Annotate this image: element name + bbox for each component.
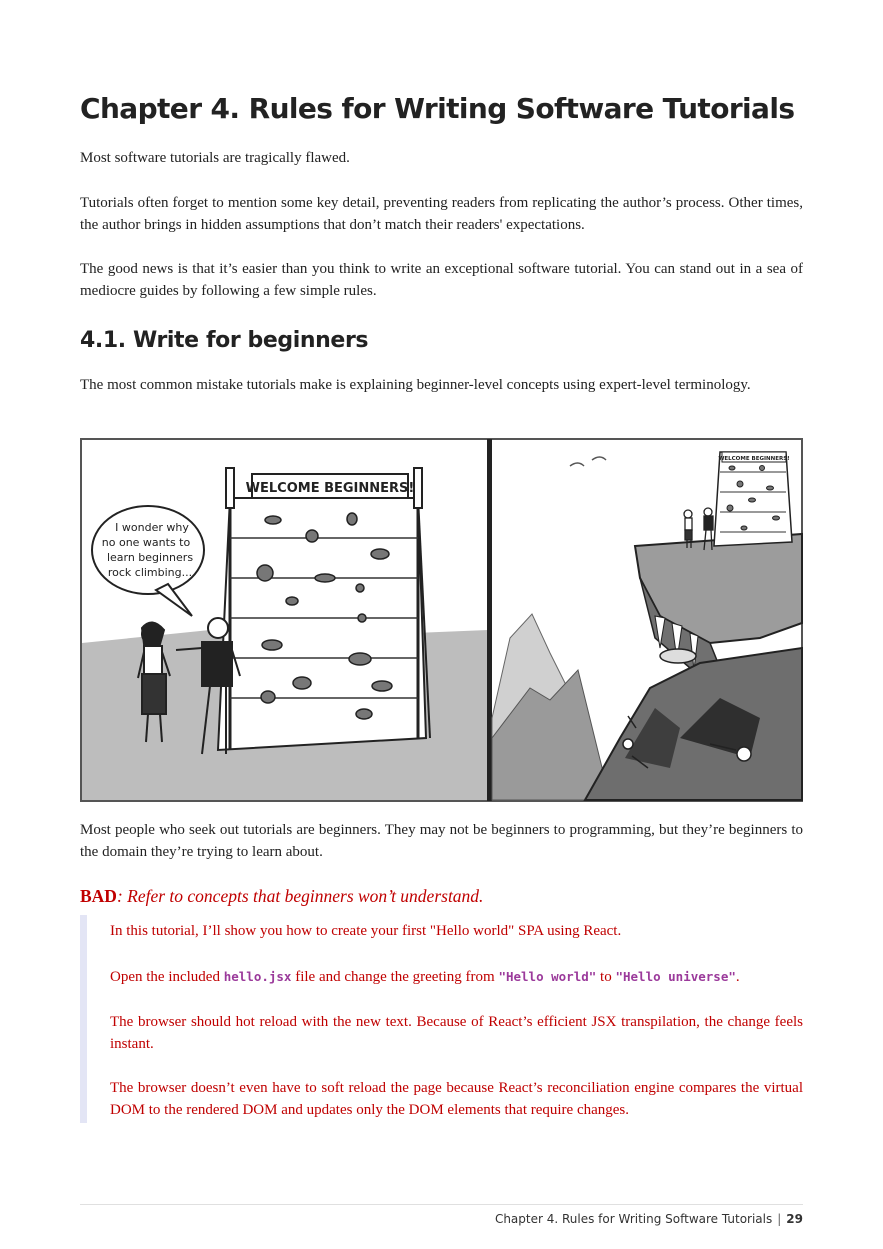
section-title: 4.1. Write for beginners: [80, 328, 369, 353]
comic-sign-text: WELCOME BEGINNERS!: [245, 481, 415, 496]
quote-paragraph-1: In this tutorial, I’ll show you how to create your first "Hello world" SPA using React.: [110, 923, 622, 939]
quote-text: to: [596, 969, 616, 985]
bad-label: BAD: [80, 886, 117, 906]
quote-paragraph-3: The browser should hot reload with the new text. Because of React’s efficient JSX transpilation, the change feels instant.: [110, 1014, 803, 1052]
speech-line-1: I wonder why: [115, 521, 189, 534]
section-intro: The most common mistake tutorials make is explaining beginner-level concepts using expert-level terminology.: [80, 377, 751, 393]
intro-paragraph-1: Most software tutorials are tragically flawed.: [80, 150, 350, 166]
comic-small-sign-text: WELCOME BEGINNERS!: [718, 456, 790, 462]
bad-heading-text: : Refer to concepts that beginners won’t understand.: [116, 886, 484, 906]
page-footer: [495, 1212, 803, 1226]
quote-text: .: [735, 969, 740, 985]
footer-chapter: Chapter 4. Rules for Writing Software Tutorials: [494, 1212, 773, 1226]
bad-example-heading: [80, 886, 483, 907]
quote-text: file and change the greeting from: [291, 969, 499, 985]
after-comic-paragraph: Most people who seek out tutorials are beginners. They may not be beginners to programming, but they’re beginners to the domain they’re trying to learn about.: [80, 822, 803, 860]
page-number: 29: [786, 1212, 803, 1226]
comic-illustration: [80, 438, 803, 802]
speech-line-2: no one wants to: [101, 536, 191, 549]
mountain-lion: [660, 649, 696, 663]
intro-paragraph-2: Tutorials often forget to mention some key detail, preventing readers from replicating the author’s process. Other times, the author brings in hidden assumptions that don’t match their readers' expectations.: [80, 195, 803, 233]
quote-paragraph-4: The browser doesn’t even have to soft reload the page because React’s reconciliation engine compares the virtual DOM to the rendered DOM and updates only the DOM elements that require changes.: [110, 1080, 803, 1118]
code-hello-jsx: hello.jsx: [223, 969, 292, 984]
bad-example-quote: [80, 915, 810, 1123]
code-hello-world: "Hello world": [498, 969, 597, 984]
footer-rule: [80, 1204, 803, 1205]
intro-paragraph-3: The good news is that it’s easier than you think to write an exceptional software tutorial. You can stand out in a sea of mediocre guides by following a few simple rules.: [80, 261, 803, 299]
speech-line-3: learn beginners: [106, 551, 194, 564]
quote-paragraph-2: [110, 966, 803, 988]
speech-line-4: rock climbing...: [107, 566, 193, 579]
code-hello-universe: "Hello universe": [615, 969, 736, 984]
footer-separator: |: [777, 1212, 782, 1226]
chapter-title: Chapter 4. Rules for Writing Software Tutorials: [80, 92, 795, 125]
quote-text: Open the included: [110, 969, 224, 985]
